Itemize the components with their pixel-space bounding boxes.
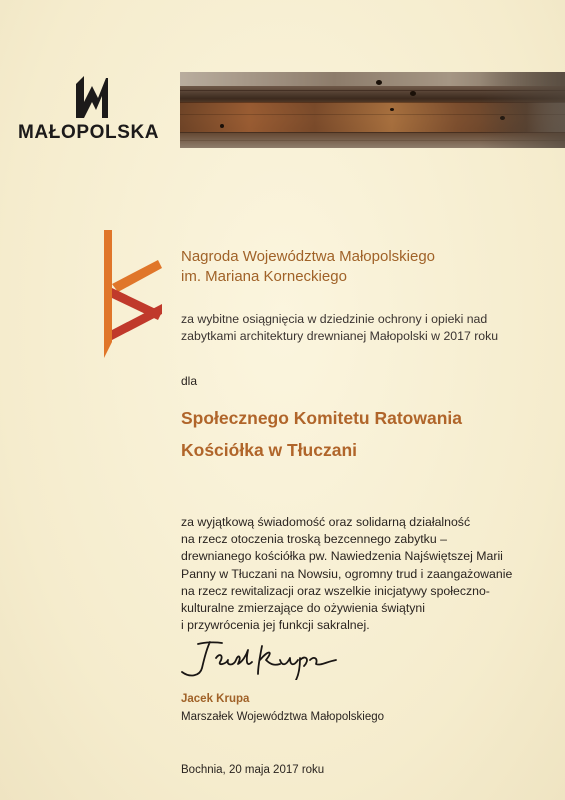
award-title-line2: im. Mariana Korneckiego [181, 268, 347, 285]
citation-text [181, 514, 551, 634]
award-emblem-icon [104, 230, 166, 358]
citation-line: na rzecz rewitalizacji oraz wszelkie inicjatywy społeczno- [181, 583, 490, 598]
logo-text: MAŁOPOLSKA [18, 122, 160, 143]
malopolska-logo [18, 72, 178, 152]
malopolska-m-icon [74, 72, 118, 120]
handwritten-signature [176, 636, 366, 680]
recipient-line2: Kościółka w Tłuczani [181, 440, 358, 460]
citation-line: i przywrócenia jej funkcji sakralnej. [181, 618, 370, 633]
citation-line: kulturalne zmierzające do ożywienia świątyni [181, 601, 425, 616]
citation-line: za wyjątkową świadomość oraz solidarną działalność [181, 515, 471, 529]
for-label: dla [181, 374, 198, 388]
recipient-line1: Społecznego Komitetu Ratowania [181, 408, 462, 428]
citation-line: drewnianego kościółka pw. Nawiedzenia Najświętszej Marii [181, 549, 503, 564]
signer-role: Marszałek Województwa Małopolskiego [181, 711, 385, 723]
award-title [181, 247, 541, 287]
issue-date: Bochnia, 20 maja 2017 roku [181, 764, 325, 776]
award-subtitle-line2: zabytkami architektury drewnianej Małopolski w 2017 roku [181, 329, 499, 343]
citation-line: Panny w Tłuczani na Nowsiu, ogromny trud i zaangażowanie [181, 566, 513, 581]
award-subtitle [181, 311, 541, 345]
wood-photo-banner [180, 72, 565, 148]
award-subtitle-line1: za wybitne osiągnięcia w dziedzinie ochrony i opieki nad [181, 312, 488, 326]
award-title-line1: Nagroda Województwa Małopolskiego [181, 248, 436, 265]
citation-line: na rzecz otoczenia troską bezcennego zabytku – [181, 532, 447, 547]
signer-name: Jacek Krupa [181, 693, 250, 705]
recipient-name [181, 402, 551, 466]
